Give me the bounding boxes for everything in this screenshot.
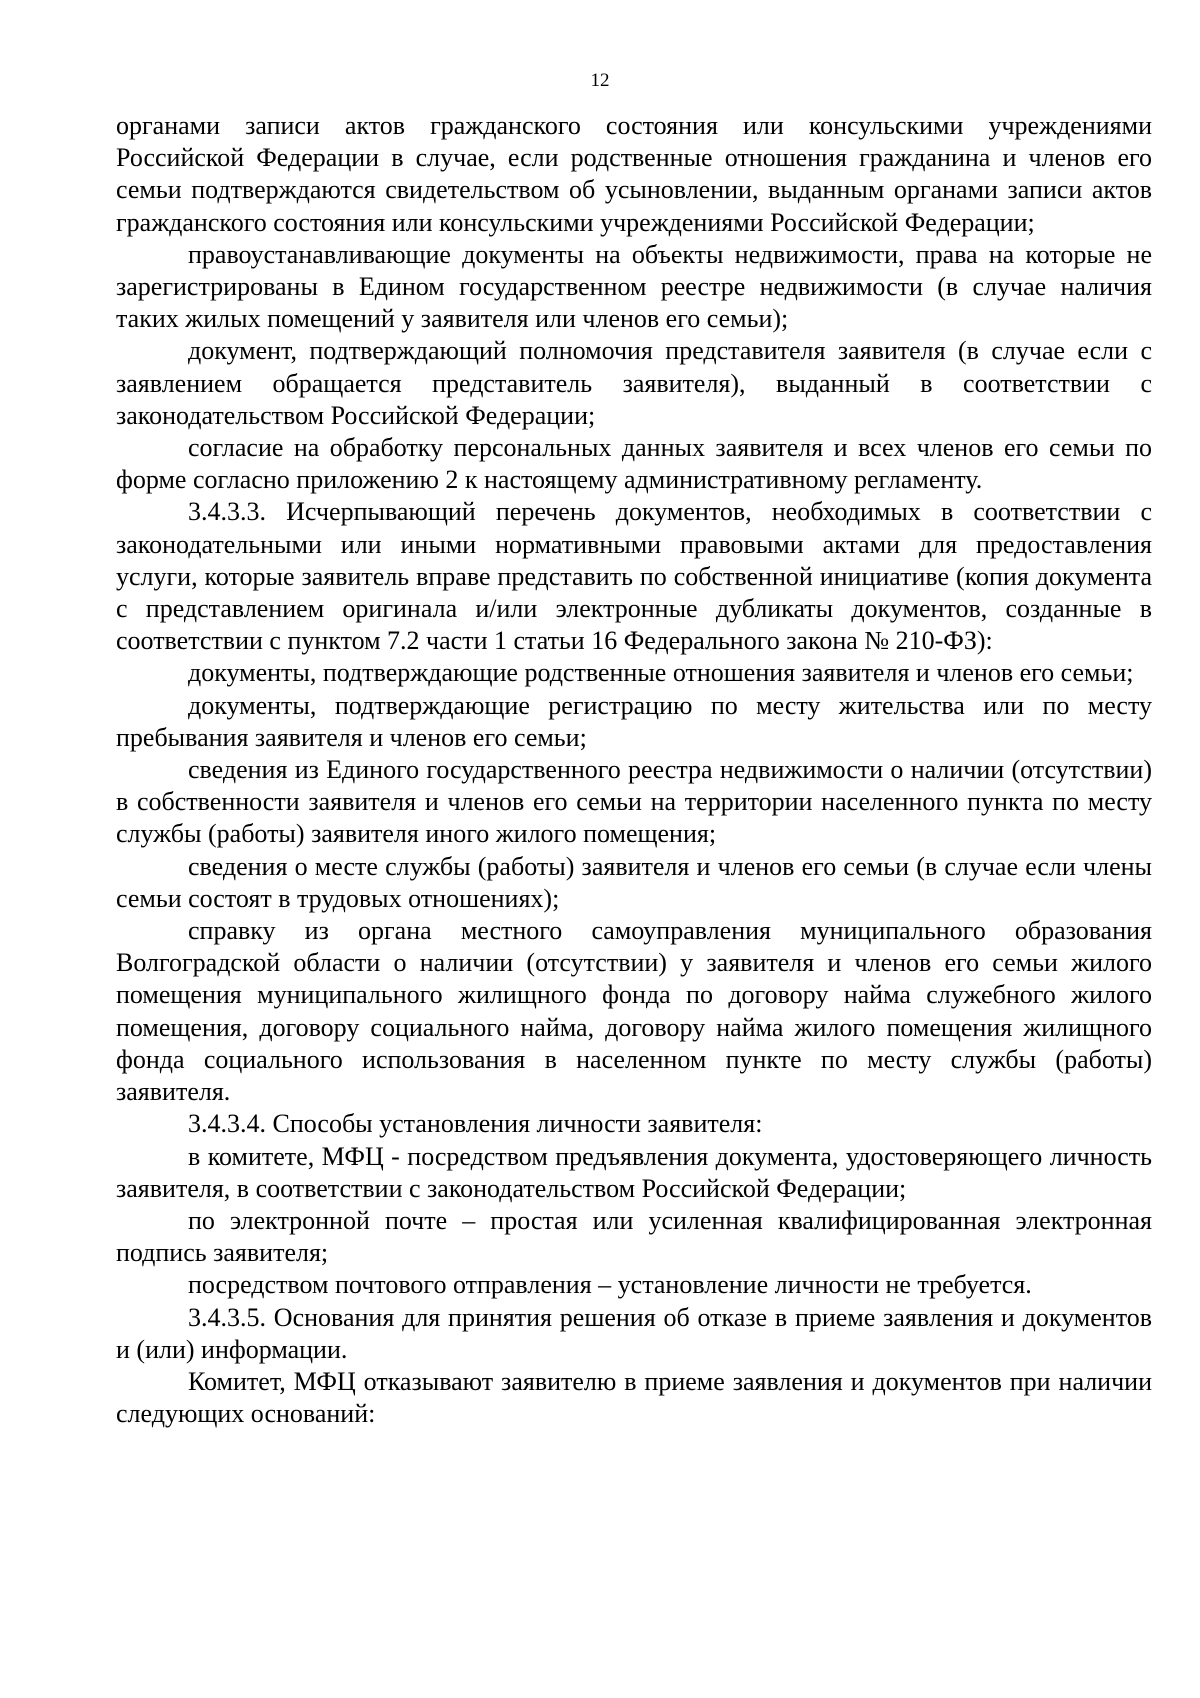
paragraph-section-3-4-3-4: 3.4.3.4. Способы установления личности заявителя:	[188, 1109, 763, 1139]
paragraph: в комитете, МФЦ - посредством предъявления документа, удостоверяющего личность заявителя, в соответствии с законодательством Российской Федерации;	[116, 1141, 1152, 1203]
paragraph: Комитет, МФЦ отказывают заявителю в приеме заявления и документов при наличии следующих оснований:	[116, 1366, 1152, 1429]
paragraph: согласие на обработку персональных данных заявителя и всех членов его семьи по форме согласно приложению 2 к настоящему административному регламенту.	[116, 433, 1152, 495]
page-number: 12	[590, 70, 610, 91]
paragraph: сведения о месте службы (работы) заявителя и членов его семьи (в случае если члены семьи состоят в трудовых отношениях);	[116, 851, 1152, 913]
paragraph: документы, подтверждающие регистрацию по месту жительства или по месту пребывания заявителя и членов его семьи;	[116, 690, 1152, 752]
paragraph-section-3-4-3-5: 3.4.3.5. Основания для принятия решения об отказе в приеме заявления и документов и (или) информации.	[116, 1302, 1152, 1364]
paragraph: документ, подтверждающий полномочия представителя заявителя (в случае если с заявлением обращается представитель заявителя), выданный в соответствии с законодательством Российской Федерации;	[116, 336, 1152, 430]
paragraph: правоустанавливающие документы на объекты недвижимости, права на которые не зарегистрированы в Едином государственном реестре недвижимости (в случае наличия таких жилых помещений у заявителя или членов его семьи);	[116, 239, 1152, 334]
paragraph: документы, подтверждающие родственные отношения заявителя и членов его семьи;	[188, 658, 1134, 688]
paragraph-section-3-4-3-3: 3.4.3.3. Исчерпывающий перечень документов, необходимых в соответствии с законодательными или иными нормативными правовыми актами для предоставления услуги, которые заявитель вправе представить по собственной инициативе (копия документа с представлением оригинала и/или электронные дубликаты документов, созданные в соответствии с пунктом 7.2 части 1 статьи 16 Федерального закона № 210-ФЗ):	[116, 497, 1152, 656]
paragraph: сведения из Единого государственного реестра недвижимости о наличии (отсутствии) в собственности заявителя и членов его семьи на территории населенного пункта по месту службы (работы) заявителя иного жилого помещения;	[116, 755, 1152, 849]
document-body	[116, 110, 1152, 1430]
paragraph: по электронной почте – простая или усиленная квалифицированная электронная подпись заявителя;	[116, 1205, 1152, 1268]
paragraph: справку из органа местного самоуправления муниципального образования Волгоградской области о наличии (отсутствии) у заявителя и членов его семьи жилого помещения муниципального жилищного фонда по договору найма служебного жилого помещения, договору социального найма, договору найма жилого помещения жилищного фонда социального использования в населенном пункте по месту службы (работы) заявителя.	[116, 916, 1152, 1107]
paragraph: посредством почтового отправления – установление личности не требуется.	[188, 1270, 1032, 1300]
paragraph: органами записи актов гражданского состояния или консульскими учреждениями Российской Федерации в случае, если родственные отношения гражданина и членов его семьи подтверждаются свидетельством об усыновлении, выданным органами записи актов гражданского состояния или консульскими учреждениями Российской Федерации;	[116, 111, 1152, 237]
